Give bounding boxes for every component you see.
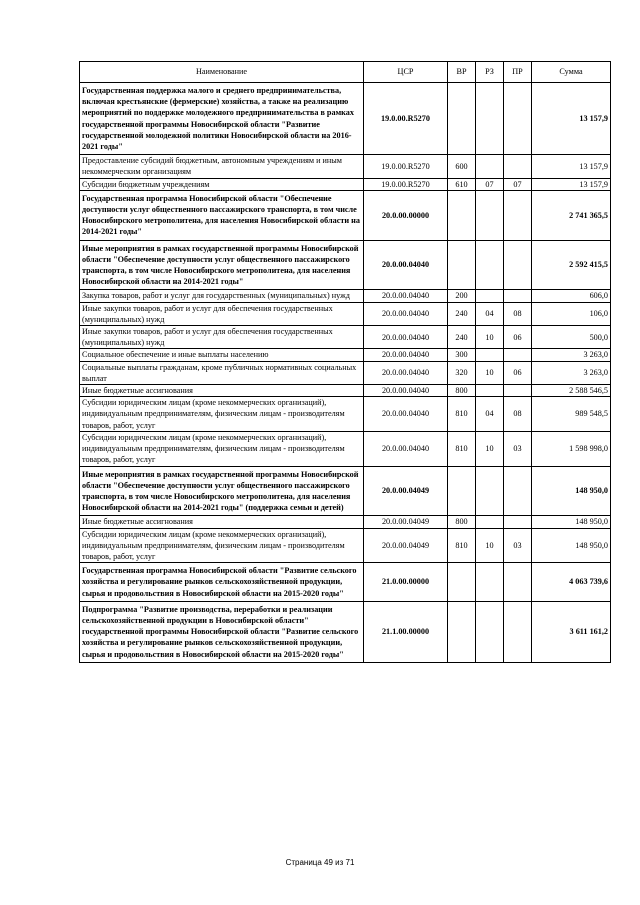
cell-name: Государственная программа Новосибирской области "Обеспечение доступности услуг общественного пассажирского транспорта, в том числе Новосибирского метрополитена, для населения Новосибирской области на 2014-2021 годы" bbox=[80, 190, 364, 240]
cell-csr: 19.0.00.R5270 bbox=[364, 178, 448, 190]
table-row bbox=[80, 385, 611, 397]
cell-csr: 20.0.00.04040 bbox=[364, 326, 448, 349]
cell-sum: 2 592 415,5 bbox=[532, 240, 611, 290]
cell-csr: 19.0.00.R5270 bbox=[364, 83, 448, 155]
table-row bbox=[80, 240, 611, 290]
cell-name: Государственная программа Новосибирской области "Развитие сельского хозяйства и регулирование рынков сельскохозяйственной продукции, сырья и продовольствия в Новосибирской области на 2015-2020 годы" bbox=[80, 563, 364, 602]
cell-pr: 06 bbox=[504, 361, 532, 384]
cell-csr: 19.0.00.R5270 bbox=[364, 155, 448, 178]
cell-name: Субсидии юридическим лицам (кроме некоммерческих организаций), индивидуальным предпринимателям, физическим лицам - производителям товаров, работ, услуг bbox=[80, 431, 364, 466]
header-sum: Сумма bbox=[532, 62, 611, 83]
table-row bbox=[80, 431, 611, 466]
cell-rz bbox=[476, 601, 504, 662]
cell-rz bbox=[476, 349, 504, 361]
cell-pr: 06 bbox=[504, 326, 532, 349]
cell-sum: 4 063 739,6 bbox=[532, 563, 611, 602]
cell-pr bbox=[504, 385, 532, 397]
cell-name: Иные мероприятия в рамках государственной программы Новосибирской области "Обеспечение доступности услуг общественного пассажирского транспорта, в том числе Новосибирского метрополитена, для населения Новосибирской области на 2014-2021 годы" (поддержка семьи и детей) bbox=[80, 466, 364, 516]
cell-name: Государственная поддержка малого и среднего предпринимательства, включая крестьянские (фермерские) хозяйства, а также на реализацию мероприятий по поддержке молодежного предпринимательства в рамках государственной программы Новосибирской области "Развитие государственной молодежной политики Новосибирской области на 2016-2021 годы" bbox=[80, 83, 364, 155]
cell-csr: 20.0.00.04040 bbox=[364, 302, 448, 325]
cell-name: Иные бюджетные ассигнования bbox=[80, 385, 364, 397]
cell-name: Социальное обеспечение и иные выплаты населению bbox=[80, 349, 364, 361]
cell-name: Иные мероприятия в рамках государственной программы Новосибирской области "Обеспечение доступности услуг общественного пассажирского транспорта, в том числе Новосибирского метрополитена, для населения Новосибирской области на 2014-2021 годы" bbox=[80, 240, 364, 290]
cell-vr: 300 bbox=[448, 349, 476, 361]
cell-csr: 20.0.00.04049 bbox=[364, 516, 448, 528]
cell-sum: 3 263,0 bbox=[532, 349, 611, 361]
table-row bbox=[80, 83, 611, 155]
cell-vr: 320 bbox=[448, 361, 476, 384]
cell-vr: 810 bbox=[448, 397, 476, 432]
table-row bbox=[80, 601, 611, 662]
cell-csr: 20.0.00.04040 bbox=[364, 240, 448, 290]
header-pr: ПР bbox=[504, 62, 532, 83]
cell-sum: 148 950,0 bbox=[532, 528, 611, 563]
cell-vr bbox=[448, 563, 476, 602]
cell-csr: 20.0.00.04049 bbox=[364, 528, 448, 563]
table-row bbox=[80, 528, 611, 563]
cell-sum: 1 598 998,0 bbox=[532, 431, 611, 466]
cell-rz: 04 bbox=[476, 397, 504, 432]
cell-pr bbox=[504, 466, 532, 516]
table-row bbox=[80, 190, 611, 240]
budget-table bbox=[79, 61, 611, 663]
cell-sum: 3 611 161,2 bbox=[532, 601, 611, 662]
cell-sum: 989 548,5 bbox=[532, 397, 611, 432]
cell-sum: 2 588 546,5 bbox=[532, 385, 611, 397]
cell-csr: 20.0.00.04040 bbox=[364, 431, 448, 466]
cell-csr: 20.0.00.04049 bbox=[364, 466, 448, 516]
cell-pr: 08 bbox=[504, 397, 532, 432]
cell-vr: 800 bbox=[448, 385, 476, 397]
table-row bbox=[80, 361, 611, 384]
cell-name: Иные закупки товаров, работ и услуг для обеспечения государственных (муниципальных) нужд bbox=[80, 326, 364, 349]
cell-name: Социальные выплаты гражданам, кроме публичных нормативных социальных выплат bbox=[80, 361, 364, 384]
cell-csr: 20.0.00.04040 bbox=[364, 361, 448, 384]
cell-vr: 200 bbox=[448, 290, 476, 302]
cell-pr bbox=[504, 83, 532, 155]
table-row bbox=[80, 563, 611, 602]
cell-pr bbox=[504, 155, 532, 178]
table-row bbox=[80, 349, 611, 361]
header-csr: ЦСР bbox=[364, 62, 448, 83]
cell-pr bbox=[504, 563, 532, 602]
table-row bbox=[80, 178, 611, 190]
table-row bbox=[80, 290, 611, 302]
cell-sum: 13 157,9 bbox=[532, 155, 611, 178]
cell-pr bbox=[504, 349, 532, 361]
cell-rz: 10 bbox=[476, 528, 504, 563]
page-number: Страница 49 из 71 bbox=[285, 858, 355, 867]
cell-sum: 106,0 bbox=[532, 302, 611, 325]
header-vr: ВР bbox=[448, 62, 476, 83]
cell-sum: 2 741 365,5 bbox=[532, 190, 611, 240]
cell-vr bbox=[448, 83, 476, 155]
cell-pr bbox=[504, 240, 532, 290]
header-row bbox=[80, 62, 611, 83]
cell-csr: 21.0.00.00000 bbox=[364, 563, 448, 602]
cell-csr: 20.0.00.00000 bbox=[364, 190, 448, 240]
cell-csr: 20.0.00.04040 bbox=[364, 290, 448, 302]
cell-name: Закупка товаров, работ и услуг для государственных (муниципальных) нужд bbox=[80, 290, 364, 302]
cell-pr bbox=[504, 516, 532, 528]
cell-name: Субсидии бюджетным учреждениям bbox=[80, 178, 364, 190]
cell-vr bbox=[448, 240, 476, 290]
cell-rz: 04 bbox=[476, 302, 504, 325]
cell-pr: 03 bbox=[504, 431, 532, 466]
cell-pr bbox=[504, 290, 532, 302]
cell-name: Иные бюджетные ассигнования bbox=[80, 516, 364, 528]
cell-vr bbox=[448, 190, 476, 240]
table-row bbox=[80, 466, 611, 516]
cell-name: Подпрограмма "Развитие производства, переработки и реализации сельскохозяйственной продукции в Новосибирской области" государственной программы Новосибирской области "Развитие сельского хозяйства и регулирование рынков сельскохозяйственной продукции, сырья и продовольствия в Новосибирской области на 2015-2020 годы" bbox=[80, 601, 364, 662]
cell-csr: 20.0.00.04040 bbox=[364, 349, 448, 361]
cell-sum: 13 157,9 bbox=[532, 83, 611, 155]
cell-csr: 20.0.00.04040 bbox=[364, 385, 448, 397]
cell-rz: 10 bbox=[476, 361, 504, 384]
cell-pr bbox=[504, 601, 532, 662]
table-body bbox=[80, 83, 611, 663]
cell-rz bbox=[476, 563, 504, 602]
cell-vr: 610 bbox=[448, 178, 476, 190]
table-row bbox=[80, 155, 611, 178]
cell-sum: 500,0 bbox=[532, 326, 611, 349]
cell-name: Предоставление субсидий бюджетным, автономным учреждениям и иным некоммерческим организациям bbox=[80, 155, 364, 178]
cell-vr: 810 bbox=[448, 431, 476, 466]
cell-sum: 606,0 bbox=[532, 290, 611, 302]
cell-rz: 10 bbox=[476, 431, 504, 466]
cell-name: Субсидии юридическим лицам (кроме некоммерческих организаций), индивидуальным предпринимателям, физическим лицам - производителям товаров, работ, услуг bbox=[80, 528, 364, 563]
cell-rz bbox=[476, 466, 504, 516]
cell-vr: 240 bbox=[448, 326, 476, 349]
cell-rz bbox=[476, 155, 504, 178]
cell-vr: 800 bbox=[448, 516, 476, 528]
cell-rz bbox=[476, 290, 504, 302]
cell-vr: 240 bbox=[448, 302, 476, 325]
cell-rz bbox=[476, 516, 504, 528]
cell-rz bbox=[476, 240, 504, 290]
cell-vr bbox=[448, 466, 476, 516]
table-row bbox=[80, 326, 611, 349]
cell-rz: 07 bbox=[476, 178, 504, 190]
table-row bbox=[80, 397, 611, 432]
cell-csr: 20.0.00.04040 bbox=[364, 397, 448, 432]
header-name: Наименование bbox=[80, 62, 364, 83]
cell-sum: 13 157,9 bbox=[532, 178, 611, 190]
cell-rz bbox=[476, 385, 504, 397]
cell-rz bbox=[476, 190, 504, 240]
table-row bbox=[80, 516, 611, 528]
cell-sum: 3 263,0 bbox=[532, 361, 611, 384]
header-rz: РЗ bbox=[476, 62, 504, 83]
cell-name: Субсидии юридическим лицам (кроме некоммерческих организаций), индивидуальным предпринимателям, физическим лицам - производителям товаров, работ, услуг bbox=[80, 397, 364, 432]
cell-vr: 810 bbox=[448, 528, 476, 563]
cell-vr: 600 bbox=[448, 155, 476, 178]
cell-rz bbox=[476, 83, 504, 155]
cell-pr: 08 bbox=[504, 302, 532, 325]
cell-pr: 03 bbox=[504, 528, 532, 563]
cell-vr bbox=[448, 601, 476, 662]
cell-pr: 07 bbox=[504, 178, 532, 190]
cell-name: Иные закупки товаров, работ и услуг для обеспечения государственных (муниципальных) нужд bbox=[80, 302, 364, 325]
cell-pr bbox=[504, 190, 532, 240]
cell-sum: 148 950,0 bbox=[532, 466, 611, 516]
cell-csr: 21.1.00.00000 bbox=[364, 601, 448, 662]
cell-rz: 10 bbox=[476, 326, 504, 349]
cell-sum: 148 950,0 bbox=[532, 516, 611, 528]
table-row bbox=[80, 302, 611, 325]
